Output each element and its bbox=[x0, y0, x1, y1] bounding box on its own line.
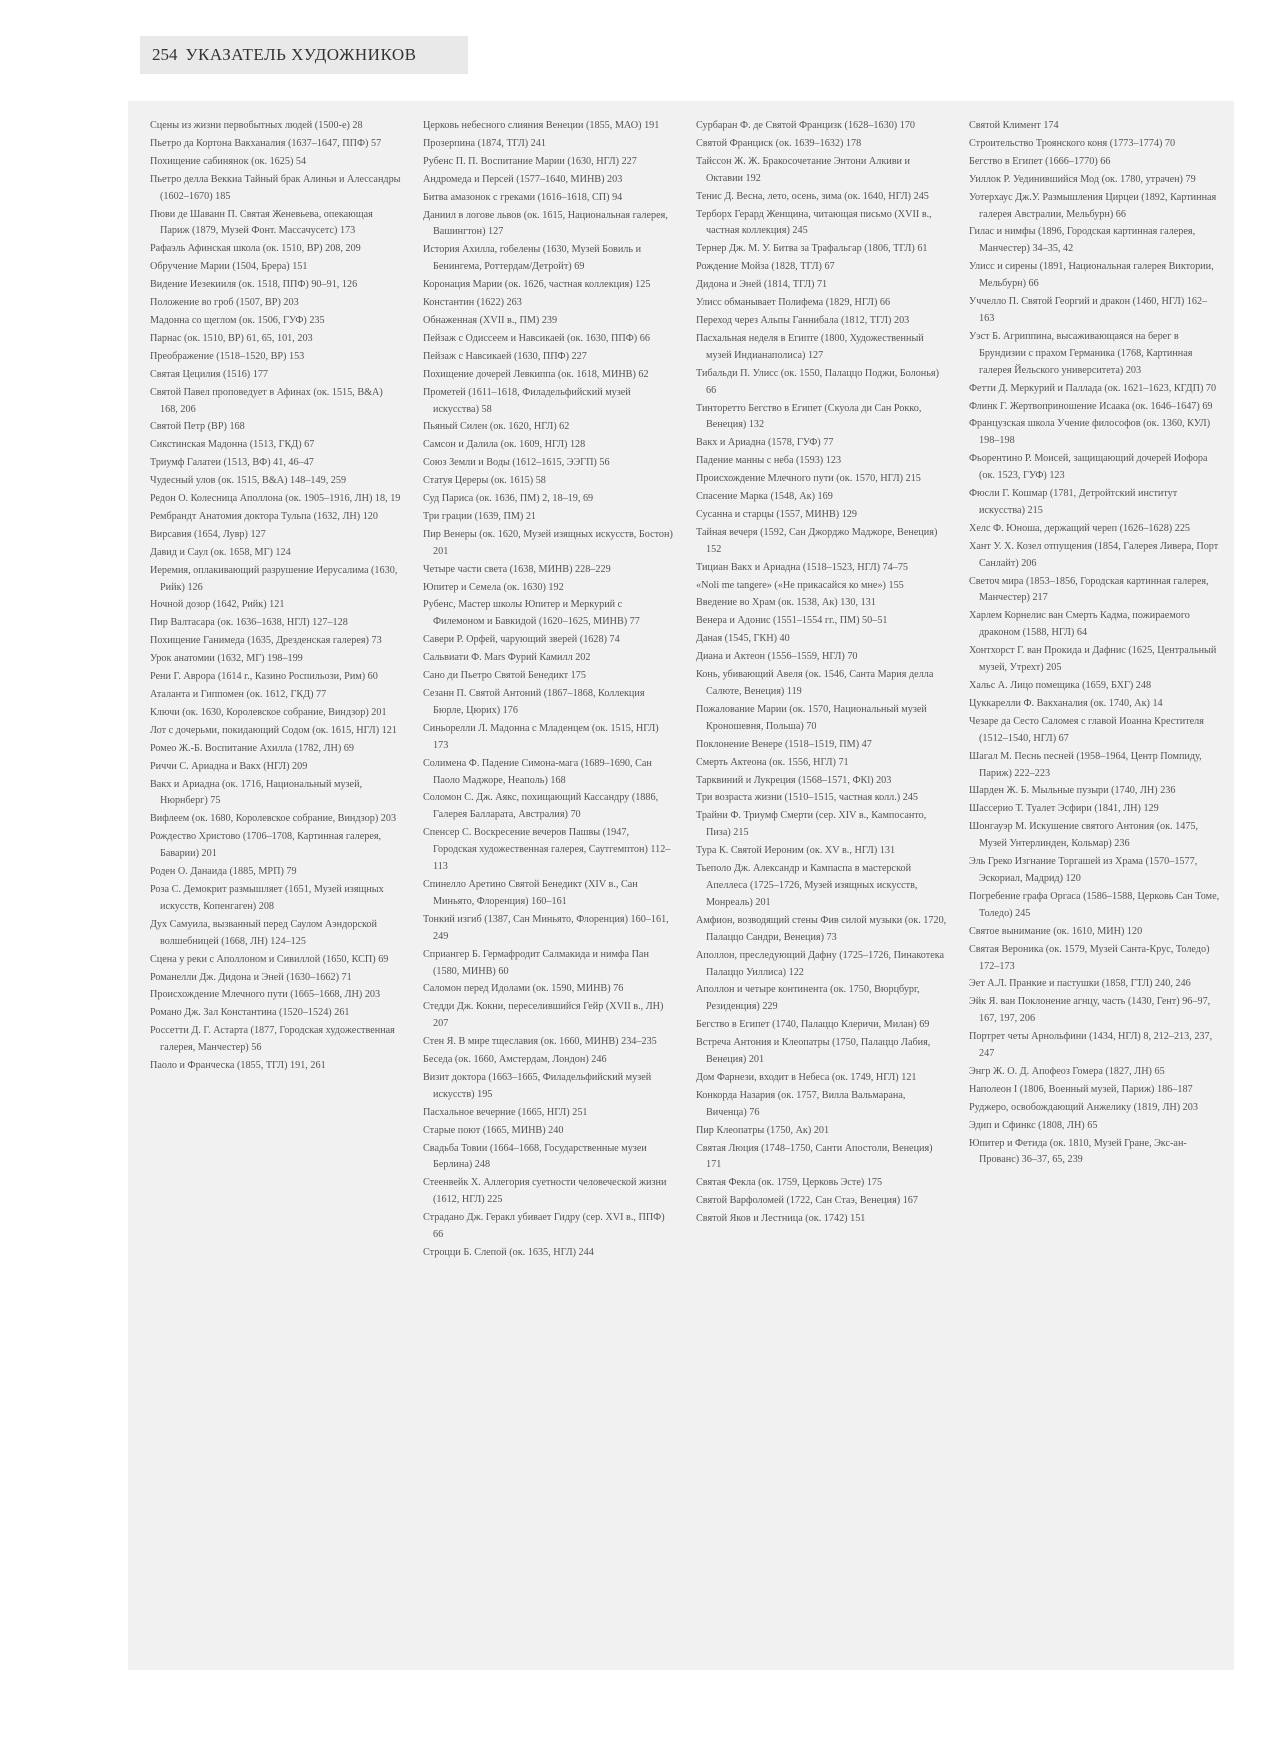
index-entry: Спасение Марка (1548, Ак) 169 bbox=[696, 491, 833, 503]
index-entry: Пир Валтасара (ок. 1636–1638, НГЛ) 127–128 bbox=[150, 617, 348, 629]
index-entry: Святой Франциск (ок. 1639–1632) 178 bbox=[696, 137, 862, 149]
index-entry: Святой Яков и Лестница (ок. 1742) 151 bbox=[696, 1213, 866, 1225]
index-entry: Хант У. Х. Козел отпущения (1854, Галерея Ливера, Порт Санлайт) 206 bbox=[969, 540, 1219, 569]
page-title: УКАЗАТЕЛЬ ХУДОЖНИКОВ bbox=[185, 45, 417, 64]
index-entry: Конкорда Назария (ок. 1757, Вилла Вальмарана, Виченца) 76 bbox=[696, 1089, 906, 1118]
index-entry: Пожалование Марии (ок. 1570, Национальный музей Кроношевня, Польша) 70 bbox=[696, 703, 927, 732]
index-entry: Роза С. Демокрит размышляет (1651, Музей изящных искусств, Копенгаген) 208 bbox=[150, 883, 384, 912]
index-entry: Суд Париса (ок. 1636, ПМ) 2, 18–19, 69 bbox=[423, 493, 594, 505]
index-entry: Стен Я. В мире тщеславия (ок. 1660, МИНВ) 234–235 bbox=[423, 1036, 657, 1048]
index-entry: Рени Г. Аврора (1614 г., Казино Роспильози, Рим) 60 bbox=[150, 671, 378, 683]
index-entry: Самсон и Далила (ок. 1609, НГЛ) 128 bbox=[423, 439, 586, 451]
index-entry: Даниил в логове львов (ок. 1615, Национальная галерея, Вашингтон) 127 bbox=[423, 209, 668, 238]
index-entry: Три грации (1639, ПМ) 21 bbox=[423, 510, 537, 522]
index-entry: Похищение дочерей Левкиппа (ок. 1618, МИНВ) 62 bbox=[423, 368, 649, 380]
index-entry: Видение Иезекииля (ок. 1518, ППФ) 90–91, 126 bbox=[150, 279, 358, 291]
index-entry: Поклонение Венере (1518–1519, ПМ) 47 bbox=[696, 738, 872, 750]
index-entry: Похищение сабинянок (ок. 1625) 54 bbox=[150, 155, 307, 167]
index-entry: Эдип и Сфинкс (1808, ЛН) 65 bbox=[969, 1119, 1098, 1131]
index-entry: Статуя Цереры (ок. 1615) 58 bbox=[423, 475, 546, 487]
index-entry: Тарквиний и Лукреция (1568–1571, ФКl) 203 bbox=[696, 774, 892, 786]
index-entry: Сано ди Пьетро Святой Бенедикт 175 bbox=[423, 670, 586, 682]
index-entry: Святой Варфоломей (1722, Сан Стаэ, Венеция) 167 bbox=[696, 1195, 918, 1207]
index-entry: Диана и Актеон (1556–1559, НГЛ) 70 bbox=[696, 651, 858, 663]
index-entry: Коронация Марии (ок. 1626, частная коллекция) 125 bbox=[423, 279, 651, 291]
index-entry: Шарден Ж. Б. Мыльные пузыри (1740, ЛН) 236 bbox=[969, 785, 1176, 797]
index-entry: Сикстинская Мадонна (1513, ГКД) 67 bbox=[150, 439, 315, 451]
index-entry: Спенсер С. Воскресение вечеров Пашвы (1947, Городская художественная галерея, Саутгемптон) 112–113 bbox=[423, 827, 671, 873]
index-entry: Рождение Мойза (1828, ТГЛ) 67 bbox=[696, 261, 835, 273]
index-entry: Погребение графа Оргаса (1586–1588, Церковь Сан Томе, Толедо) 245 bbox=[969, 890, 1220, 919]
index-entry: Дидона и Эней (1814, ТГЛ) 71 bbox=[696, 279, 828, 291]
index-entry: Савери Р. Орфей, чарующий зверей (1628) 74 bbox=[423, 634, 620, 646]
index-entry: Хальс А. Лицо помещика (1659, БХГ) 248 bbox=[969, 680, 1152, 691]
index-entry: Тициан Вакх и Ариадна (1518–1523, НГЛ) 74–75 bbox=[696, 561, 909, 573]
index-entry: Происхождение Млечного пути (ок. 1570, НГЛ) 215 bbox=[696, 473, 921, 485]
index-entry: Рубенс, Мастер школы Юпитер и Меркурий с Филемоном и Бавкидой (1620–1625, МИНВ) 77 bbox=[423, 599, 640, 628]
index-entry: Тура К. Святой Иероним (ок. XV в., НГЛ) 131 bbox=[696, 845, 896, 857]
index-entry: Стеенвейк X. Аллегория суетности человеческой жизни (1612, НГЛ) 225 bbox=[423, 1177, 667, 1206]
index-entry: Церковь небесного слияния Венеции (1855, МАО) 191 bbox=[423, 120, 660, 131]
index-entry: Руджеро, освобождающий Анжелику (1819, ЛН) 203 bbox=[969, 1101, 1198, 1113]
index-entry: Свадьба Товии (1664–1668, Государственные музеи Берлина) 248 bbox=[423, 1142, 647, 1171]
index-entry: Шонгауэр М. Искушение святого Антония (ок. 1475, Музей Унтерлинден, Кольмар) 236 bbox=[969, 821, 1199, 850]
index-entry: Четыре части света (1638, МИНВ) 228–229 bbox=[423, 563, 611, 575]
index-entry: Три возраста жизни (1510–1515, частная колл.) 245 bbox=[696, 792, 919, 804]
index-entry: Визит доктора (1663–1665, Филадельфийский музей искусств) 195 bbox=[423, 1071, 652, 1100]
index-entry: Ночной дозор (1642, Рийк) 121 bbox=[150, 599, 285, 611]
index-entry: Беседа (ок. 1660, Амстердам, Лондон) 246 bbox=[423, 1054, 607, 1066]
index-entry: Шассерио Т. Туалет Эсфири (1841, ЛН) 129 bbox=[969, 803, 1159, 815]
index-entry: Уэст Б. Агриппина, высаживающаяся на берег в Брундизии с прахом Германика (1768, Картинная галерея Йельского университета) 203 bbox=[969, 330, 1193, 376]
index-entry: Спинелло Аретино Святой Бенедикт (XIV в., Сан Миньято, Флоренция) 160–161 bbox=[423, 878, 638, 907]
index-entry: Наполеон I (1806, Военный музей, Париж) 186–187 bbox=[969, 1083, 1193, 1095]
index-entry: Россетти Д. Г. Астарта (1877, Городская художественная галерея, Манчестер) 56 bbox=[150, 1025, 395, 1054]
index-entry: Романелли Дж. Дидона и Эней (1630–1662) 71 bbox=[150, 971, 352, 983]
index-entry: Иеремия, оплакивающий разрушение Иерусалима (1630, Рийк) 126 bbox=[150, 564, 398, 593]
index-entry: Дом Фарнези, входит в Небеса (ок. 1749, НГЛ) 121 bbox=[696, 1071, 917, 1083]
index-entry: Сцена у реки с Аполлоном и Сивиллой (1650, КСП) 69 bbox=[150, 953, 389, 965]
index-entry: Святая Вероника (ок. 1579, Музей Санта-Крус, Толедо) 172–173 bbox=[969, 943, 1210, 972]
index-entry: Рубенс П. П. Воспитание Марии (1630, НГЛ) 227 bbox=[423, 155, 637, 167]
index-entry: «Noli me tangere» («Не прикасайся ко мне») 155 bbox=[696, 579, 904, 591]
index-entry: Соломон С. Дж. Аякс, похищающий Кассандру (1886, Галерея Балларата, Австралия) 70 bbox=[423, 792, 659, 821]
index-entry: Сцены из жизни первобытных людей (1500-е) 28 bbox=[150, 120, 363, 131]
index-column-3 bbox=[696, 118, 947, 1263]
index-entry: Дух Самуила, вызванный перед Саулом Аэндорской волшебницей (1668, ЛН) 124–125 bbox=[150, 918, 377, 947]
index-entry: Битва амазонок с греками (1616–1618, СП) 94 bbox=[423, 191, 623, 203]
index-entry: Сезанн П. Святой Антоний (1867–1868, Коллекция Бюрле, Цюрих) 176 bbox=[423, 688, 645, 716]
index-column-4 bbox=[969, 118, 1220, 1263]
index-entry: Паоло и Франческа (1855, ТГЛ) 191, 261 bbox=[150, 1060, 326, 1072]
index-entry: Цуккарелли Ф. Вакханалия (ок. 1740, Ак) 14 bbox=[969, 697, 1163, 709]
index-entry: Прозерпина (1874, ТГЛ) 241 bbox=[423, 137, 546, 149]
index-entry: Святой Павел проповедует в Афинах (ок. 1515, В&А) 168, 206 bbox=[150, 386, 383, 415]
index-entry: Вакх и Ариадна (ок. 1716, Национальный музей, Нюрнберг) 75 bbox=[150, 778, 363, 807]
index-entry: Лот с дочерьми, покидающий Содом (ок. 1615, НГЛ) 121 bbox=[150, 724, 397, 736]
index-entry: Встреча Антония и Клеопатры (1750, Палаццо Лабия, Венеция) 201 bbox=[696, 1037, 931, 1066]
index-entry: Синьорелли Л. Мадонна с Младенцем (ок. 1515, НГЛ) 173 bbox=[423, 722, 659, 751]
index-entry: Улисс обманывает Полифема (1829, НГЛ) 66 bbox=[696, 297, 891, 309]
index-entry: Юпитер и Семела (ок. 1630) 192 bbox=[423, 581, 564, 593]
index-entry: Стедди Дж. Кокни, переселившийся Гейр (XVII в., ЛН) 207 bbox=[423, 1001, 664, 1030]
index-entry: Триумф Галатеи (1513, ВФ) 41, 46–47 bbox=[150, 457, 314, 469]
index-entry: Эль Греко Изгнание Торгашей из Храма (1570–1577, Эскориал, Мадрид) 120 bbox=[969, 856, 1198, 884]
index-entry: Сальвиати Ф. Мars Фурий Камилл 202 bbox=[423, 652, 591, 664]
index-entry: Уччелло П. Святой Георгий и дракон (1460, НГЛ) 162–163 bbox=[969, 296, 1208, 324]
index-entry: Даная (1545, ГКН) 40 bbox=[696, 633, 790, 645]
index-entry: Тинторетто Бегство в Египет (Скуола ди Сан Рокко, Венеция) 132 bbox=[696, 402, 922, 431]
index-entry: Французская школа Учение философов (ок. 1360, КУЛ) 198–198 bbox=[969, 418, 1211, 447]
index-entry: Конь, убивающий Авеля (ок. 1546, Санта Мария делла Салюте, Венеция) 119 bbox=[696, 669, 934, 697]
index-entry: Сусанна и старцы (1557, МИНВ) 129 bbox=[696, 508, 857, 520]
index-entry: Хонтхорст Г. ван Прокида и Дафнис (1625, Центральный музей, Утрехт) 205 bbox=[969, 645, 1217, 674]
index-entry: Риччи С. Ариадна и Вакх (НГЛ) 209 bbox=[150, 760, 308, 772]
index-entry: Фюсли Г. Кошмар (1781, Детройтский институт искусства) 215 bbox=[969, 488, 1178, 516]
index-entry: Тениc Д. Весна, лето, осень, зима (ок. 1640, НГЛ) 245 bbox=[696, 190, 929, 202]
index-entry: Чезаре да Сесто Саломея с главой Иоанна Крестителя (1512–1540, НГЛ) 67 bbox=[969, 715, 1204, 744]
index-entry: Рафаэль Афинская школа (ок. 1510, ВР) 208, 209 bbox=[150, 243, 361, 255]
index-entry: Рембрандт Анатомия доктора Тульпа (1632, ЛН) 120 bbox=[150, 510, 378, 522]
index-entry: Вифлеем (ок. 1680, Королевское собрание, Виндзор) 203 bbox=[150, 813, 397, 825]
index-columns bbox=[150, 118, 1220, 1263]
index-entry: Обручение Марии (1504, Брера) 151 bbox=[150, 261, 308, 273]
index-entry: Положение во гроб (1507, ВР) 203 bbox=[150, 297, 299, 309]
index-entry: Тайная вечеря (1592, Сан Джорджо Маджоре, Венеция) 152 bbox=[696, 526, 938, 555]
index-entry: Сприангер Б. Гермафродит Салмакида и нимфа Пан (1580, МИНВ) 60 bbox=[423, 948, 649, 977]
index-entry: Прометей (1611–1618, Филадельфийский музей искусства) 58 bbox=[423, 386, 631, 415]
index-entry: Тибальди П. Улисс (ок. 1550, Палаццо Поджи, Болонья) 66 bbox=[696, 367, 939, 396]
index-entry: Вирсавия (1654, Лувр) 127 bbox=[150, 528, 266, 540]
index-entry: Пир Венеры (ок. 1620, Музей изящных искусств, Бостон) 201 bbox=[423, 528, 673, 557]
index-entry: Тернер Дж. М. У. Битва за Трафальгар (1806, ТГЛ) 61 bbox=[696, 243, 928, 255]
index-entry: Страдано Дж. Геракл убивает Гидру (сер. XVI в., ППФ) 66 bbox=[423, 1212, 665, 1241]
index-entry: Святая Цецилия (1516) 177 bbox=[150, 368, 269, 380]
index-entry: Хелс Ф. Юноша, держащий череп (1626–1628) 225 bbox=[969, 522, 1191, 534]
index-entry: Святая Люция (1748–1750, Санти Апостоли, Венеция) 171 bbox=[696, 1142, 933, 1171]
index-entry: Пасхальная неделя в Египте (1800, Художественный музей Индианаполиса) 127 bbox=[696, 332, 924, 361]
index-entry: Романо Дж. Зал Константина (1520–1524) 261 bbox=[150, 1007, 350, 1019]
index-entry: Пейзаж с Навсикаей (1630, ППФ) 227 bbox=[423, 350, 587, 362]
index-entry: Бегство в Египет (1666–1770) 66 bbox=[969, 155, 1111, 167]
index-entry: Аполлон, преследующий Дафну (1725–1726, Пинакотека Палаццо Уиллиса) 122 bbox=[696, 949, 945, 978]
index-entry: Портрет четы Арнольфини (1434, НГЛ) 8, 212–213, 237, 247 bbox=[969, 1031, 1213, 1060]
index-column-1 bbox=[150, 118, 401, 1263]
index-entry: Парнас (ок. 1510, ВР) 61, 65, 101, 203 bbox=[150, 332, 313, 344]
index-entry: Тайссон Ж. Ж. Бракосочетание Энтони Алкиви и Октавии 192 bbox=[696, 155, 910, 184]
index-entry: Редон О. Колесница Аполлона (ок. 1905–1916, ЛН) 18, 19 bbox=[150, 493, 401, 505]
index-entry: Строцци Б. Слепой (ок. 1635, НГЛ) 244 bbox=[423, 1247, 594, 1258]
index-entry: Энгр Ж. О. Д. Апофеоз Гомера (1827, ЛН) 65 bbox=[969, 1065, 1165, 1077]
index-entry: Рождество Христово (1706–1708, Картинная галерея, Баварии) 201 bbox=[150, 831, 382, 860]
index-entry: Преображение (1518–1520, ВР) 153 bbox=[150, 350, 305, 362]
index-entry: Строительство Троянского коня (1773–1774) 70 bbox=[969, 137, 1176, 149]
index-entry: Пьетро делла Веккиа Тайный брак Алиньи и Алессандры (1602–1670) 185 bbox=[150, 173, 401, 202]
index-entry: Пюви де Шаванн П. Святая Женевьева, опекающая Париж (1879, Музей Фонт. Массачусетс) 173 bbox=[150, 208, 373, 237]
index-entry: Смерть Актеона (ок. 1556, НГЛ) 71 bbox=[696, 756, 849, 768]
index-entry: Ромео Ж.-Б. Воспитание Ахилла (1782, ЛН) 69 bbox=[150, 742, 354, 754]
index-entry: Харлем Корнелис ван Cмерть Кадма, пожираемого драконом (1588, НГЛ) 64 bbox=[969, 610, 1190, 639]
index-entry: Пьяный Силен (ок. 1620, НГЛ) 62 bbox=[423, 421, 570, 433]
index-entry: Терборх Герард Женщина, читающая письмо (XVII в., частная коллекция) 245 bbox=[696, 208, 932, 237]
page-number: 254 bbox=[152, 45, 178, 64]
index-entry: Юпитер и Фетида (ок. 1810, Музей Гране, Экс-ан-Прованс) 36–37, 65, 239 bbox=[969, 1137, 1187, 1166]
index-entry: Аталанта и Гиппомен (ок. 1612, ГКД) 77 bbox=[150, 689, 327, 700]
index-entry: Вакх и Ариадна (1578, ГУФ) 77 bbox=[696, 437, 834, 449]
index-entry: Святой Петр (ВР) 168 bbox=[150, 421, 245, 433]
index-entry: Ключи (ок. 1630, Королевское собрание, Виндзор) 201 bbox=[150, 706, 387, 718]
index-entry: Святая Фекла (ок. 1759, Церковь Эсте) 175 bbox=[696, 1177, 883, 1189]
index-entry: Трайни Ф. Триумф Смерти (сер. XIV в., Кампосанто, Пиза) 215 bbox=[696, 810, 927, 839]
page-header bbox=[140, 36, 468, 74]
index-entry: Происхождение Млечного пути (1665–1668, ЛН) 203 bbox=[150, 989, 381, 1001]
index-entry: Чудесный улов (ок. 1515, В&А) 148–149, 259 bbox=[150, 475, 347, 487]
index-column-2 bbox=[423, 118, 674, 1263]
index-entry: Венера и Адонис (1551–1554 гг., ПМ) 50–51 bbox=[696, 615, 888, 627]
index-entry: Аполлон и четыре континента (ок. 1750, Вюрцбург, Резиденция) 229 bbox=[696, 984, 920, 1013]
index-entry: Похищение Ганимеда (1635, Дрезденская галерея) 73 bbox=[150, 635, 382, 647]
index-entry: Фьорентино Р. Моисей, защищающий дочерей Иофора (ок. 1523, ГУФ) 123 bbox=[969, 453, 1208, 482]
index-entry: Мадонна со щеглом (ок. 1506, ГУФ) 235 bbox=[150, 314, 325, 326]
index-entry: Солимена Ф. Падение Симона-мага (1689–1690, Сан Паоло Маджоре, Неаполь) 168 bbox=[423, 757, 652, 786]
index-entry: Тьеполо Дж. Александр и Кампаспа в мастерской Апеллеса (1725–1726, Музей изящных искусств, Монреаль) 201 bbox=[696, 863, 918, 908]
index-entry: Пир Клеопатры (1750, Ак) 201 bbox=[696, 1124, 830, 1136]
index-entry: История Ахилла, гобелены (1630, Музей Бовиль и Бенингема, Роттердам/Детройт) 69 bbox=[423, 244, 642, 273]
index-entry: Амфион, возводящий стены Фив силой музыки (ок. 1720, Палаццо Сандри, Венеция) 73 bbox=[696, 914, 947, 943]
index-entry: Гилас и нимфы (1896, Городская картинная галерея, Манчестер) 34–35, 42 bbox=[969, 226, 1196, 255]
index-entry: Сурбаран Ф. де Святой Францизк (1628–1630) 170 bbox=[696, 120, 916, 131]
index-entry: Союз Земли и Воды (1612–1615, ЭЭГП) 56 bbox=[423, 457, 610, 469]
index-entry: Урок анатомии (1632, МГ) 198–199 bbox=[150, 653, 303, 665]
index-entry: Уотерхаус Дж.У. Размышления Цирцеи (1892, Картинная галерея Австралии, Мельбурн) 66 bbox=[969, 191, 1217, 220]
index-entry: Введение во Храм (ок. 1538, Ак) 130, 131 bbox=[696, 597, 876, 609]
index-entry: Старые поют (1665, МИНВ) 240 bbox=[423, 1124, 564, 1136]
index-entry: Переход через Альпы Ганнибала (1812, ТГЛ) 203 bbox=[696, 314, 910, 326]
index-entry: Святой Климент 174 bbox=[969, 120, 1059, 131]
index-entry: Уиллок Р. Уединившийся Мод (ок. 1780, утрачен) 79 bbox=[969, 173, 1196, 185]
index-entry: Светоч мира (1853–1856, Городская картинная галерея, Манчестер) 217 bbox=[969, 575, 1209, 604]
index-entry: Пьетро да Кортона Вакханалия (1637–1647, ППФ) 57 bbox=[150, 137, 382, 149]
index-entry: Обнаженная (XVII в., ПМ) 239 bbox=[423, 314, 558, 326]
index-entry: Пасхальное вечерние (1665, НГЛ) 251 bbox=[423, 1106, 588, 1118]
index-entry: Падение манны с неба (1593) 123 bbox=[696, 455, 842, 467]
index-entry: Эет А.Л. Пранкие и пастушки (1858, ГТЛ) 240, 246 bbox=[969, 978, 1191, 990]
index-entry: Эйк Я. ван Поклонение агнцу, часть (1430, Гент) 96–97, 167, 197, 206 bbox=[969, 996, 1211, 1025]
index-entry: Тонкий изгиб (1387, Сан Миньято, Флоренция) 160–161, 249 bbox=[423, 913, 669, 942]
index-entry: Пейзаж с Одиссеем и Навсикаей (ок. 1630, ППФ) 66 bbox=[423, 332, 650, 344]
index-entry: Шагал М. Песнь песней (1958–1964, Центр Помпиду, Париж) 222–223 bbox=[969, 750, 1202, 779]
index-entry: Улисс и сирены (1891, Национальная галерея Виктории, Мельбурн) 66 bbox=[969, 261, 1214, 290]
index-entry: Андромеда и Персей (1577–1640, МИНВ) 203 bbox=[423, 173, 623, 185]
index-entry: Фетти Д. Меркурий и Паллада (ок. 1621–1623, КГДП) 70 bbox=[969, 382, 1217, 394]
index-entry: Флинк Г. Жертвоприношение Исаака (ок. 1646–1647) 69 bbox=[969, 400, 1213, 412]
index-entry: Роден О. Данаида (1885, МРП) 79 bbox=[150, 866, 297, 878]
index-entry: Давид и Саул (ок. 1658, МГ) 124 bbox=[150, 546, 291, 558]
index-entry: Саломон перед Идолами (ок. 1590, МИНВ) 76 bbox=[423, 983, 624, 995]
index-entry: Бегство в Египет (1740, Палаццо Клеричи, Милан) 69 bbox=[696, 1019, 930, 1031]
index-entry: Константин (1622) 263 bbox=[423, 297, 522, 309]
index-entry: Святое вынимание (ок. 1610, МИН) 120 bbox=[969, 925, 1143, 937]
